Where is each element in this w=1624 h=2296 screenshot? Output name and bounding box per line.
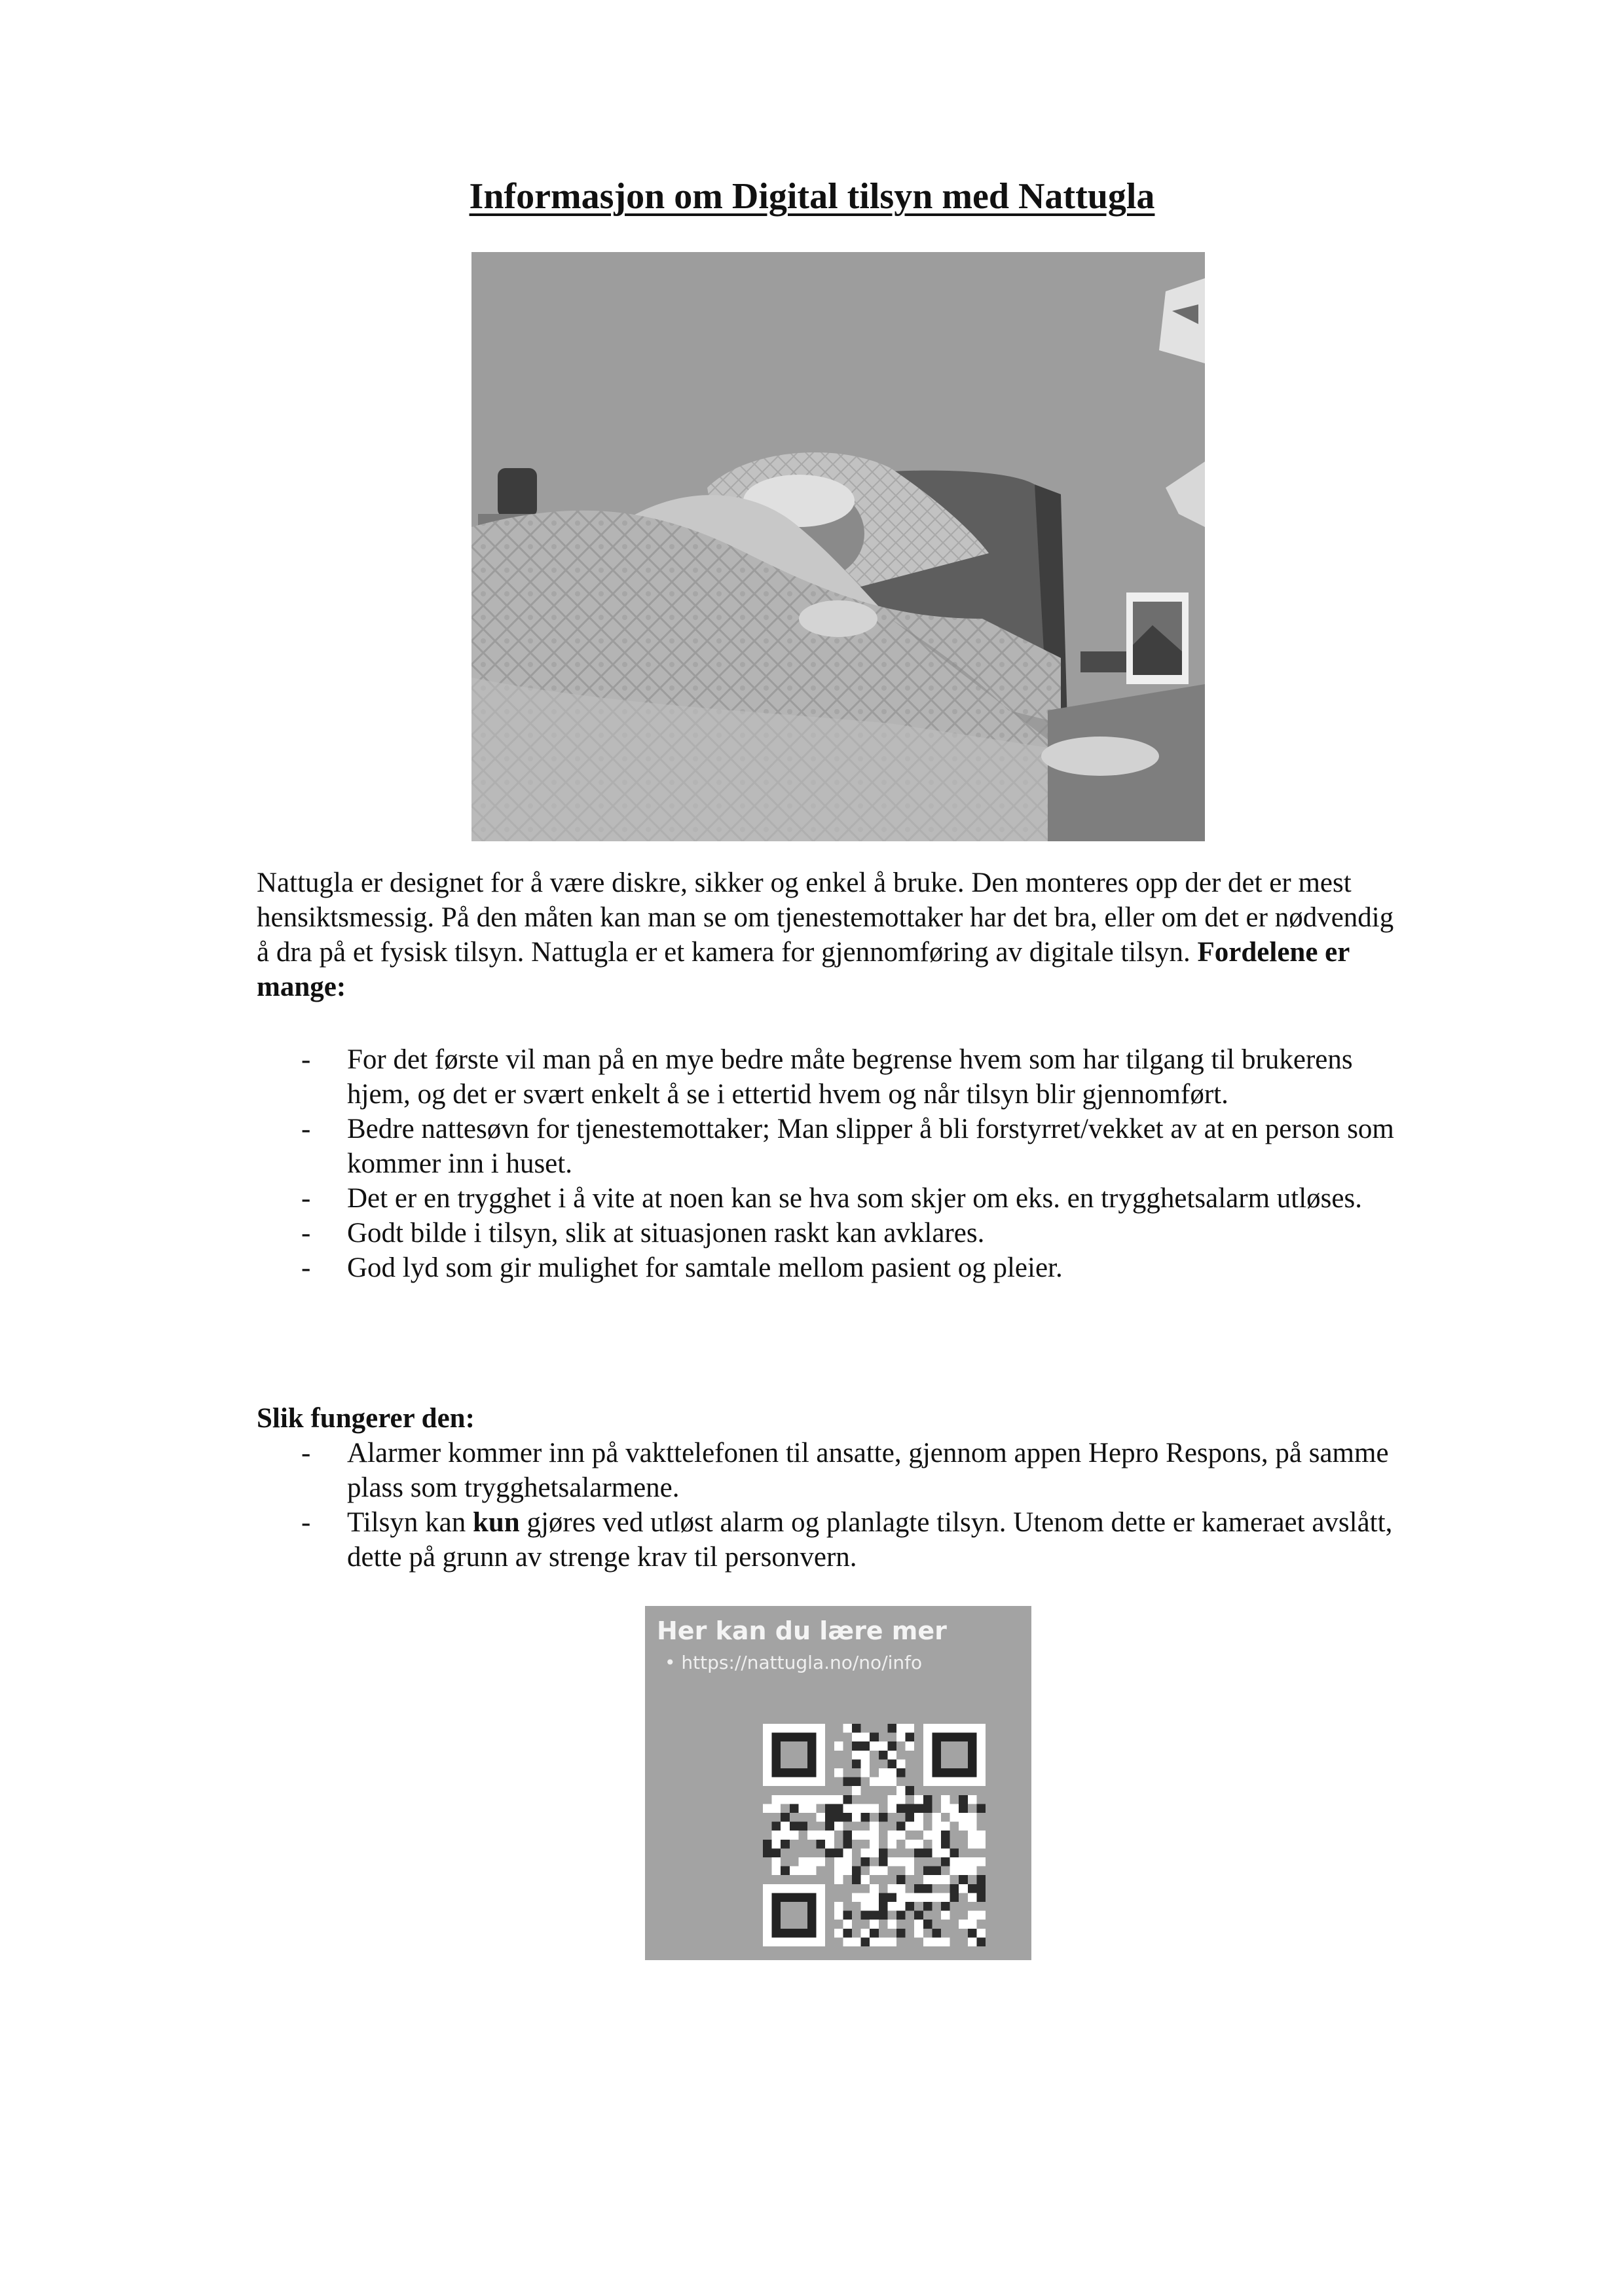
benefit-text: God lyd som gir mulighet for samtale mellom pasient og pleier. (347, 1252, 1063, 1283)
benefit-text: Det er en trygghet i å vite at noen kan se hva som skjer om eks. en trygghetsalarm utløses. (347, 1183, 1362, 1214)
qr-info-card (645, 1606, 1031, 1960)
benefit-text: For det første vil man på en mye bedre måte begrense hvem som har tilgang til brukerens hjem, og det er svært enkelt å se i ettertid hvem og når tilsyn blir gjennomført. (347, 1044, 1353, 1110)
how-it-works-heading: Slik fungerer den: (257, 1403, 475, 1434)
how-it-works-list (257, 1436, 1409, 1575)
dash-bullet: - (301, 1252, 311, 1283)
how-it-works-text: Alarmer kommer inn på vakttelefonen til ansatte, gjennom appen Hepro Respons, på samme plass som trygghetsalarmene. (347, 1438, 1389, 1503)
dash-bullet: - (301, 1044, 311, 1075)
qr-card-url[interactable]: • https://nattugla.no/no/info (665, 1652, 923, 1673)
benefit-text: Godt bilde i tilsyn, slik at situasjonen raskt kan avklares. (347, 1218, 985, 1248)
dash-bullet: - (301, 1438, 311, 1468)
photo-elderly-woman-in-bed (471, 252, 1205, 841)
how-it-works-emphasis: kun (472, 1507, 520, 1538)
list-item (257, 1216, 1409, 1250)
dash-bullet: - (301, 1218, 311, 1248)
document-title: Informasjon om Digital tilsyn med Nattugla (469, 176, 1155, 217)
list-item (257, 1505, 1409, 1575)
dash-bullet: - (301, 1114, 311, 1144)
intro-emphasis: Fordelene er mange: (257, 937, 1350, 1002)
intro-paragraph (257, 866, 1409, 1004)
list-item (257, 1042, 1409, 1112)
list-item (257, 1181, 1409, 1216)
list-item (257, 1436, 1409, 1505)
list-item (257, 1112, 1409, 1181)
dash-bullet: - (301, 1183, 311, 1214)
intro-text: Nattugla er designet for å være diskre, sikker og enkel å bruke. Den monteres opp der det er mest hensiktsmessig. På den måten kan man se om tjenestemottaker har det bra, eller om det er nødvendig å dra på et fysisk tilsyn. Nattugla er et kamera for gjennomføring av digitale tilsyn. (257, 867, 1394, 968)
how-it-works-text-start: Tilsyn kan (347, 1507, 473, 1538)
how-it-works-text-end: gjøres ved utløst alarm og planlagte tilsyn. Utenom dette er kameraet avslått, dette på grunn av strenge krav til personvern. (347, 1507, 1393, 1573)
dash-bullet: - (301, 1507, 311, 1538)
qr-code-icon[interactable] (763, 1724, 986, 1946)
qr-card-heading: Her kan du lære mer (657, 1616, 947, 1645)
benefit-text: Bedre nattesøvn for tjenestemottaker; Man slipper å bli forstyrret/vekket av at en person som kommer inn i huset. (347, 1114, 1394, 1179)
list-item (257, 1250, 1409, 1285)
benefits-list (257, 1042, 1409, 1285)
